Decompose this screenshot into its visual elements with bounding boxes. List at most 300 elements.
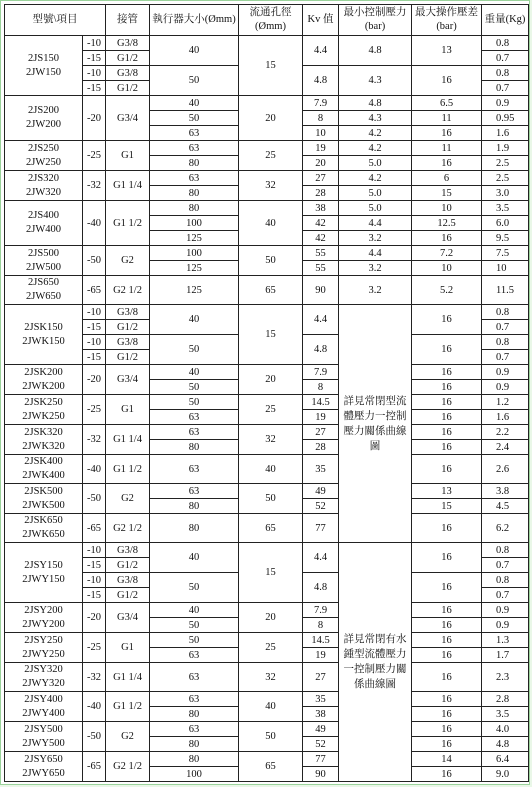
weight-cell: 0.8 (482, 573, 529, 588)
max-diff-cell: 16 (412, 573, 482, 603)
table-row (5, 141, 529, 156)
model-name: 2JS320 (28, 172, 59, 184)
kv-cell: 49 (303, 722, 339, 737)
min-pressure-cell: 4.8 (339, 36, 412, 66)
model-name: 2JS400 (28, 210, 59, 221)
max-diff-cell: 11 (412, 111, 482, 126)
suffix-cell: -10 (83, 36, 106, 51)
actuator-cell: 63 (150, 663, 239, 692)
model-cell (5, 752, 83, 782)
actuator-cell: 50 (150, 573, 239, 603)
kv-cell: 38 (303, 707, 339, 722)
max-diff-cell: 15 (412, 499, 482, 514)
table-row (5, 484, 529, 499)
table-row (5, 305, 529, 320)
weight-cell: 0.8 (482, 335, 529, 350)
max-diff-cell: 16 (412, 335, 482, 365)
model-cell (5, 543, 83, 603)
model-cell (5, 514, 83, 543)
table-row (5, 752, 529, 767)
min-pressure-cell: 4.2 (339, 126, 412, 141)
orifice-cell: 40 (239, 201, 303, 246)
weight-cell: 1.3 (482, 633, 529, 648)
pipe-cell: G3/4 (106, 96, 150, 141)
suffix-cell: -15 (83, 51, 106, 66)
kv-cell: 55 (303, 261, 339, 276)
kv-cell: 4.4 (303, 36, 339, 66)
actuator-cell: 50 (150, 111, 239, 126)
table-row (5, 96, 529, 111)
weight-cell: 0.7 (482, 81, 529, 96)
table-row (5, 722, 529, 737)
weight-cell: 3.5 (482, 201, 529, 216)
orifice-cell: 32 (239, 425, 303, 455)
max-diff-cell: 16 (412, 395, 482, 410)
max-diff-cell: 6 (412, 171, 482, 186)
pipe-cell: G1 (106, 141, 150, 171)
weight-cell: 9.5 (482, 231, 529, 246)
actuator-cell: 40 (150, 305, 239, 335)
model-name: 2JWK150 (22, 335, 65, 347)
orifice-cell: 25 (239, 633, 303, 663)
pipe-cell: G3/4 (106, 603, 150, 633)
max-diff-cell: 16 (412, 648, 482, 663)
model-cell (5, 246, 83, 276)
pipe-cell: G1/2 (106, 350, 150, 365)
weight-cell: 2.4 (482, 440, 529, 455)
table-row (5, 455, 529, 484)
orifice-cell: 40 (239, 455, 303, 484)
actuator-cell: 80 (150, 737, 239, 752)
actuator-cell: 40 (150, 603, 239, 618)
kv-cell: 77 (303, 752, 339, 767)
actuator-cell: 63 (150, 484, 239, 499)
weight-cell: 7.5 (482, 246, 529, 261)
weight-cell: 0.7 (482, 588, 529, 603)
kv-cell: 27 (303, 425, 339, 440)
orifice-cell: 25 (239, 395, 303, 425)
model-name: 2JW250 (26, 156, 61, 168)
actuator-cell: 50 (150, 395, 239, 410)
model-name: 2JS500 (28, 247, 59, 259)
model-name: 2JSK150 (24, 321, 63, 333)
model-name: 2JWY250 (22, 648, 65, 660)
model-name: 2JSK500 (24, 485, 63, 497)
kv-cell: 77 (303, 514, 339, 543)
weight-cell: 0.9 (482, 365, 529, 380)
suffix-cell: -10 (83, 335, 106, 350)
table-row (5, 171, 529, 186)
actuator-cell: 80 (150, 707, 239, 722)
suffix-cell: -15 (83, 81, 106, 96)
pipe-cell: G1 1/2 (106, 692, 150, 722)
actuator-cell: 80 (150, 514, 239, 543)
pipe-cell: G3/4 (106, 365, 150, 395)
min-pressure-cell: 5.0 (339, 186, 412, 201)
weight-cell: 0.8 (482, 66, 529, 81)
pipe-cell: G3/8 (106, 66, 150, 81)
model-name: 2JSK400 (24, 456, 63, 467)
weight-cell: 6.4 (482, 752, 529, 767)
kv-cell: 52 (303, 737, 339, 752)
actuator-cell: 80 (150, 186, 239, 201)
model-name: 2JWK200 (22, 380, 65, 392)
kv-cell: 35 (303, 455, 339, 484)
kv-cell: 27 (303, 171, 339, 186)
max-diff-cell: 16 (412, 618, 482, 633)
max-diff-cell: 16 (412, 231, 482, 246)
suffix-cell: -50 (83, 722, 106, 752)
max-diff-cell: 16 (412, 514, 482, 543)
model-name: 2JWY320 (22, 678, 65, 689)
pipe-cell: G1 (106, 633, 150, 663)
actuator-cell: 100 (150, 216, 239, 231)
max-diff-cell: 16 (412, 737, 482, 752)
kv-cell: 4.8 (303, 573, 339, 603)
weight-cell: 0.9 (482, 380, 529, 395)
kv-cell: 7.9 (303, 365, 339, 380)
orifice-cell: 20 (239, 365, 303, 395)
actuator-cell: 100 (150, 767, 239, 782)
min-pressure-cell: 3.2 (339, 261, 412, 276)
weight-cell: 2.3 (482, 663, 529, 692)
pipe-cell: G2 1/2 (106, 752, 150, 782)
suffix-cell: -15 (83, 588, 106, 603)
header-weight: 重量(Kg) (482, 5, 529, 36)
pipe-cell: G1 (106, 395, 150, 425)
orifice-cell: 65 (239, 752, 303, 782)
model-cell (5, 633, 83, 663)
actuator-cell: 50 (150, 618, 239, 633)
min-pressure-cell: 4.2 (339, 141, 412, 156)
model-name: 2JSY250 (24, 634, 63, 646)
header-row (5, 5, 529, 36)
kv-cell: 10 (303, 126, 339, 141)
actuator-cell: 80 (150, 156, 239, 171)
max-diff-cell: 14 (412, 752, 482, 767)
orifice-cell: 15 (239, 543, 303, 603)
suffix-cell: -32 (83, 171, 106, 201)
suffix-cell: -40 (83, 201, 106, 246)
table-row (5, 425, 529, 440)
model-cell (5, 692, 83, 722)
model-name: 2JWY150 (22, 573, 65, 585)
suffix-cell: -10 (83, 573, 106, 588)
actuator-cell: 125 (150, 231, 239, 246)
model-name: 2JSY320 (24, 664, 63, 675)
max-diff-cell: 16 (412, 66, 482, 96)
max-diff-cell: 16 (412, 380, 482, 395)
model-cell (5, 201, 83, 246)
table-row (5, 633, 529, 648)
kv-cell: 4.8 (303, 66, 339, 96)
actuator-cell: 50 (150, 633, 239, 648)
model-cell (5, 663, 83, 692)
model-cell (5, 395, 83, 425)
spec-table (4, 4, 529, 782)
max-diff-cell: 6.5 (412, 96, 482, 111)
pipe-cell: G1/2 (106, 51, 150, 66)
actuator-cell: 80 (150, 440, 239, 455)
suffix-cell: -20 (83, 603, 106, 633)
pipe-cell: G3/8 (106, 543, 150, 558)
suffix-cell: -50 (83, 484, 106, 514)
weight-cell: 0.7 (482, 350, 529, 365)
model-name: 2JS250 (28, 142, 59, 154)
kv-cell: 19 (303, 141, 339, 156)
min-pressure-cell: 4.3 (339, 111, 412, 126)
max-diff-cell: 7.2 (412, 246, 482, 261)
max-diff-cell: 10 (412, 261, 482, 276)
actuator-cell: 80 (150, 499, 239, 514)
kv-cell: 8 (303, 380, 339, 395)
kv-cell: 38 (303, 201, 339, 216)
orifice-cell: 50 (239, 246, 303, 276)
model-cell (5, 484, 83, 514)
weight-cell: 0.9 (482, 603, 529, 618)
model-cell (5, 171, 83, 201)
header-actuator: 執行器大小(Ømm) (150, 5, 239, 36)
model-name: 2JS650 (28, 277, 59, 288)
weight-cell: 2.2 (482, 425, 529, 440)
max-diff-cell: 16 (412, 543, 482, 573)
model-cell (5, 425, 83, 455)
kv-cell: 35 (303, 692, 339, 707)
pipe-cell: G2 1/2 (106, 276, 150, 305)
weight-cell: 0.8 (482, 305, 529, 320)
model-name: 2JWK320 (22, 440, 65, 452)
orifice-cell: 15 (239, 305, 303, 365)
pressure-note: 詳見常閉有水鍾型流體壓力一控制壓力關係曲線圖 (339, 543, 412, 782)
actuator-cell: 125 (150, 261, 239, 276)
actuator-cell: 63 (150, 425, 239, 440)
model-name: 2JSY500 (24, 723, 63, 735)
table-row (5, 201, 529, 216)
header-kv: Kv 值 (303, 5, 339, 36)
model-name: 2JW320 (26, 186, 61, 198)
actuator-cell: 63 (150, 410, 239, 425)
weight-cell: 11.5 (482, 276, 529, 305)
weight-cell: 0.9 (482, 96, 529, 111)
kv-cell: 49 (303, 484, 339, 499)
pipe-cell: G1 1/4 (106, 171, 150, 201)
model-name: 2JWY400 (22, 707, 65, 719)
pipe-cell: G1/2 (106, 588, 150, 603)
suffix-cell: -65 (83, 752, 106, 782)
weight-cell: 3.5 (482, 707, 529, 722)
table-row (5, 603, 529, 618)
actuator-cell: 50 (150, 380, 239, 395)
weight-cell: 2.6 (482, 455, 529, 484)
kv-cell: 28 (303, 440, 339, 455)
model-name: 2JW500 (26, 261, 61, 273)
suffix-cell: -32 (83, 425, 106, 455)
kv-cell: 52 (303, 499, 339, 514)
actuator-cell: 50 (150, 66, 239, 96)
weight-cell: 2.5 (482, 171, 529, 186)
table-body (5, 36, 529, 782)
pipe-cell: G1 1/2 (106, 455, 150, 484)
weight-cell: 1.2 (482, 395, 529, 410)
suffix-cell: -15 (83, 558, 106, 573)
max-diff-cell: 11 (412, 141, 482, 156)
actuator-cell: 63 (150, 692, 239, 707)
table-row (5, 514, 529, 543)
pipe-cell: G2 (106, 246, 150, 276)
header-model: 型號\項目 (5, 5, 106, 36)
table-row (5, 395, 529, 410)
suffix-cell: -25 (83, 141, 106, 171)
max-diff-cell: 13 (412, 36, 482, 66)
weight-cell: 6.0 (482, 216, 529, 231)
kv-cell: 55 (303, 246, 339, 261)
max-diff-cell: 10 (412, 201, 482, 216)
table-row (5, 246, 529, 261)
actuator-cell: 40 (150, 543, 239, 573)
pipe-cell: G1/2 (106, 81, 150, 96)
model-name: 2JWK250 (22, 410, 65, 422)
kv-cell: 8 (303, 618, 339, 633)
kv-cell: 4.4 (303, 543, 339, 573)
model-name: 2JW200 (26, 119, 61, 130)
model-name: 2JWY650 (22, 767, 65, 779)
min-pressure-cell: 5.0 (339, 201, 412, 216)
suffix-cell: -40 (83, 455, 106, 484)
orifice-cell: 50 (239, 484, 303, 514)
kv-cell: 42 (303, 216, 339, 231)
pipe-cell: G1/2 (106, 558, 150, 573)
model-name: 2JSY150 (24, 559, 63, 571)
model-cell (5, 141, 83, 171)
model-name: 2JWK500 (22, 499, 65, 511)
model-cell (5, 455, 83, 484)
model-cell (5, 96, 83, 141)
max-diff-cell: 16 (412, 633, 482, 648)
max-diff-cell: 16 (412, 156, 482, 171)
actuator-cell: 63 (150, 141, 239, 156)
table-row (5, 663, 529, 692)
suffix-cell: -50 (83, 246, 106, 276)
table-row (5, 692, 529, 707)
max-diff-cell: 16 (412, 722, 482, 737)
model-name: 2JSY200 (24, 604, 63, 616)
max-diff-cell: 16 (412, 663, 482, 692)
orifice-cell: 32 (239, 171, 303, 201)
model-name: 2JW150 (26, 66, 61, 78)
suffix-cell: -20 (83, 96, 106, 141)
model-name: 2JW650 (26, 291, 61, 302)
model-cell (5, 603, 83, 633)
weight-cell: 3.0 (482, 186, 529, 201)
weight-cell: 0.8 (482, 36, 529, 51)
weight-cell: 3.8 (482, 484, 529, 499)
kv-cell: 14.5 (303, 633, 339, 648)
max-diff-cell: 16 (412, 692, 482, 707)
weight-cell: 1.7 (482, 648, 529, 663)
orifice-cell: 65 (239, 276, 303, 305)
orifice-cell: 20 (239, 96, 303, 141)
actuator-cell: 125 (150, 276, 239, 305)
actuator-cell: 63 (150, 455, 239, 484)
min-pressure-cell: 4.2 (339, 171, 412, 186)
weight-cell: 4.8 (482, 737, 529, 752)
pipe-cell: G3/8 (106, 335, 150, 350)
weight-cell: 2.5 (482, 156, 529, 171)
weight-cell: 2.8 (482, 692, 529, 707)
suffix-cell: -25 (83, 395, 106, 425)
kv-cell: 8 (303, 111, 339, 126)
max-diff-cell: 15 (412, 186, 482, 201)
min-pressure-cell: 4.4 (339, 246, 412, 261)
weight-cell: 10 (482, 261, 529, 276)
actuator-cell: 80 (150, 752, 239, 767)
model-name: 2JSK250 (24, 396, 63, 408)
orifice-cell: 32 (239, 663, 303, 692)
suffix-cell: -65 (83, 276, 106, 305)
model-name: 2JSK200 (24, 366, 63, 378)
weight-cell: 0.9 (482, 618, 529, 633)
actuator-cell: 63 (150, 171, 239, 186)
actuator-cell: 50 (150, 335, 239, 365)
header-min-pressure: 最小控制壓力(bar) (339, 5, 412, 36)
max-diff-cell: 16 (412, 707, 482, 722)
weight-cell: 9.0 (482, 767, 529, 782)
model-name: 2JSK650 (24, 515, 63, 526)
table-row (5, 36, 529, 51)
min-pressure-cell: 4.3 (339, 66, 412, 96)
model-name: 2JW400 (26, 224, 61, 235)
pipe-cell: G2 (106, 722, 150, 752)
kv-cell: 7.9 (303, 96, 339, 111)
weight-cell: 6.2 (482, 514, 529, 543)
weight-cell: 0.7 (482, 51, 529, 66)
header-orifice: 流通孔徑(Ømm) (239, 5, 303, 36)
weight-cell: 0.95 (482, 111, 529, 126)
suffix-cell: -10 (83, 66, 106, 81)
header-max-diff: 最大操作壓差(bar) (412, 5, 482, 36)
pipe-cell: G1 1/4 (106, 663, 150, 692)
weight-cell: 0.7 (482, 558, 529, 573)
model-name: 2JSY400 (24, 693, 63, 705)
kv-cell: 14.5 (303, 395, 339, 410)
model-name: 2JSY650 (24, 753, 63, 765)
suffix-cell: -10 (83, 305, 106, 320)
suffix-cell: -40 (83, 692, 106, 722)
weight-cell: 4.0 (482, 722, 529, 737)
weight-cell: 0.7 (482, 320, 529, 335)
suffix-cell: -20 (83, 365, 106, 395)
max-diff-cell: 16 (412, 365, 482, 380)
table-row (5, 543, 529, 558)
suffix-cell: -25 (83, 633, 106, 663)
pipe-cell: G1/2 (106, 320, 150, 335)
model-cell (5, 276, 83, 305)
max-diff-cell: 16 (412, 767, 482, 782)
suffix-cell: -32 (83, 663, 106, 692)
actuator-cell: 63 (150, 126, 239, 141)
min-pressure-cell: 3.2 (339, 276, 412, 305)
weight-cell: 1.6 (482, 126, 529, 141)
max-diff-cell: 16 (412, 425, 482, 440)
actuator-cell: 80 (150, 201, 239, 216)
actuator-cell: 40 (150, 365, 239, 380)
model-name: 2JSK320 (24, 426, 63, 438)
model-name: 2JS150 (28, 52, 59, 64)
max-diff-cell: 16 (412, 455, 482, 484)
kv-cell: 28 (303, 186, 339, 201)
actuator-cell: 63 (150, 722, 239, 737)
max-diff-cell: 16 (412, 410, 482, 425)
